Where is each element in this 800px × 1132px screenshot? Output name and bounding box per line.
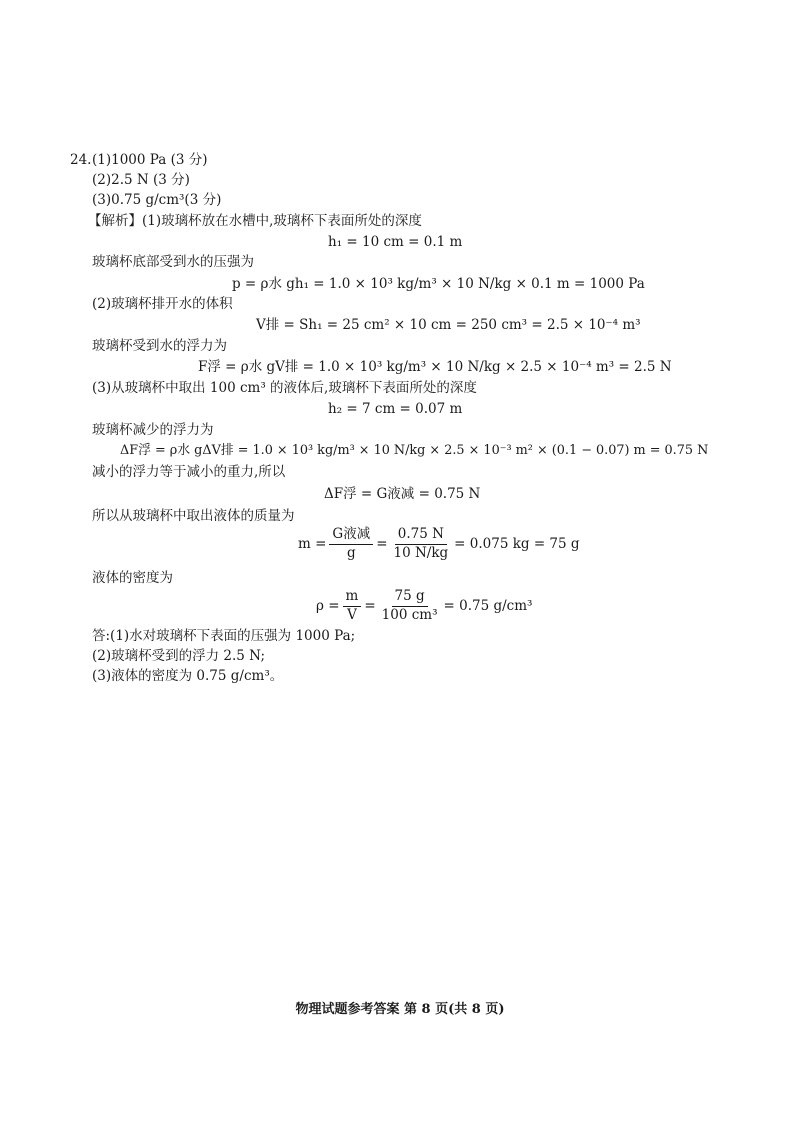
analysis-text: (3)从玻璃杯中取出 100 cm³ 的液体后,玻璃杯下表面所处的深度 xyxy=(92,380,477,396)
analysis-heading: 【解析】(1)玻璃杯放在水槽中,玻璃杯下表面所处的深度 xyxy=(88,213,422,229)
fraction xyxy=(329,527,373,561)
equation-buoyancy-reduction: ΔF浮 = ρ水 gΔV排 = 1.0 × 10³ kg/m³ × 10 N/kg × 2.5 × 10⁻³ m² × (0.1 − 0.07) m = 0.75 N xyxy=(120,443,709,458)
analysis-text: 所以从玻璃杯中取出液体的质量为 xyxy=(92,508,295,524)
fraction-denominator: 10 N/kg xyxy=(393,544,449,561)
answer-part-2: (2)2.5 N (3 分) xyxy=(92,172,190,188)
equation-rhs: = 0.075 kg = 75 g xyxy=(454,535,580,552)
conclusion-line-2: (2)玻璃杯受到的浮力 2.5 N; xyxy=(92,648,266,664)
equals-sign: = xyxy=(364,597,376,614)
conclusion-line-1: 答:(1)水对玻璃杯下表面的压强为 1000 Pa; xyxy=(92,628,356,644)
equation-depth-2: h₂ = 7 cm = 0.07 m xyxy=(328,401,463,417)
equation-lhs: ρ = xyxy=(316,597,340,614)
fraction-denominator: 100 cm³ xyxy=(381,606,438,623)
equation-depth-1: h₁ = 10 cm = 0.1 m xyxy=(328,234,463,250)
answer-part-1: (1)1000 Pa (3 分) xyxy=(92,152,208,168)
fraction-numerator: G液减 xyxy=(329,527,373,545)
equation-density xyxy=(316,589,532,623)
fraction-denominator: V xyxy=(347,606,357,623)
analysis-text: 玻璃杯受到水的浮力为 xyxy=(92,338,227,354)
equation-volume: V排 = Sh₁ = 25 cm² × 10 cm = 250 cm³ = 2.5 × 10⁻⁴ m³ xyxy=(256,317,641,333)
fraction-denominator: g xyxy=(346,544,356,561)
equals-sign: = xyxy=(376,535,388,552)
analysis-text: 玻璃杯底部受到水的压强为 xyxy=(92,254,254,270)
analysis-text: 玻璃杯减少的浮力为 xyxy=(92,422,214,438)
question-number: 24. xyxy=(70,152,92,168)
equation-rhs: = 0.75 g/cm³ xyxy=(443,597,533,614)
equation-pressure: p = ρ水 gh₁ = 1.0 × 10³ kg/m³ × 10 N/kg × 0.1 m = 1000 Pa xyxy=(232,276,645,292)
analysis-text: 液体的密度为 xyxy=(92,570,173,586)
fraction-numerator: 0.75 N xyxy=(395,527,447,545)
equation-lhs: m = xyxy=(298,535,327,552)
equation-buoyancy: F浮 = ρ水 gV排 = 1.0 × 10³ kg/m³ × 10 N/kg × 2.5 × 10⁻⁴ m³ = 2.5 N xyxy=(198,359,672,375)
page-footer: 物理试题参考答案 第 8 页(共 8 页) xyxy=(295,1002,505,1017)
fraction xyxy=(391,527,452,561)
fraction xyxy=(379,589,441,623)
conclusion-line-3: (3)液体的密度为 0.75 g/cm³。 xyxy=(92,668,284,684)
fraction-numerator: 75 g xyxy=(392,589,428,607)
analysis-text: 减小的浮力等于减小的重力,所以 xyxy=(92,464,286,480)
fraction-numerator: m xyxy=(343,589,362,607)
fraction xyxy=(343,589,362,623)
analysis-text: (2)玻璃杯排开水的体积 xyxy=(92,296,233,312)
equation-mass xyxy=(298,527,580,561)
equation-gravity: ΔF浮 = G液减 = 0.75 N xyxy=(324,486,481,502)
answer-part-3: (3)0.75 g/cm³(3 分) xyxy=(92,192,222,208)
